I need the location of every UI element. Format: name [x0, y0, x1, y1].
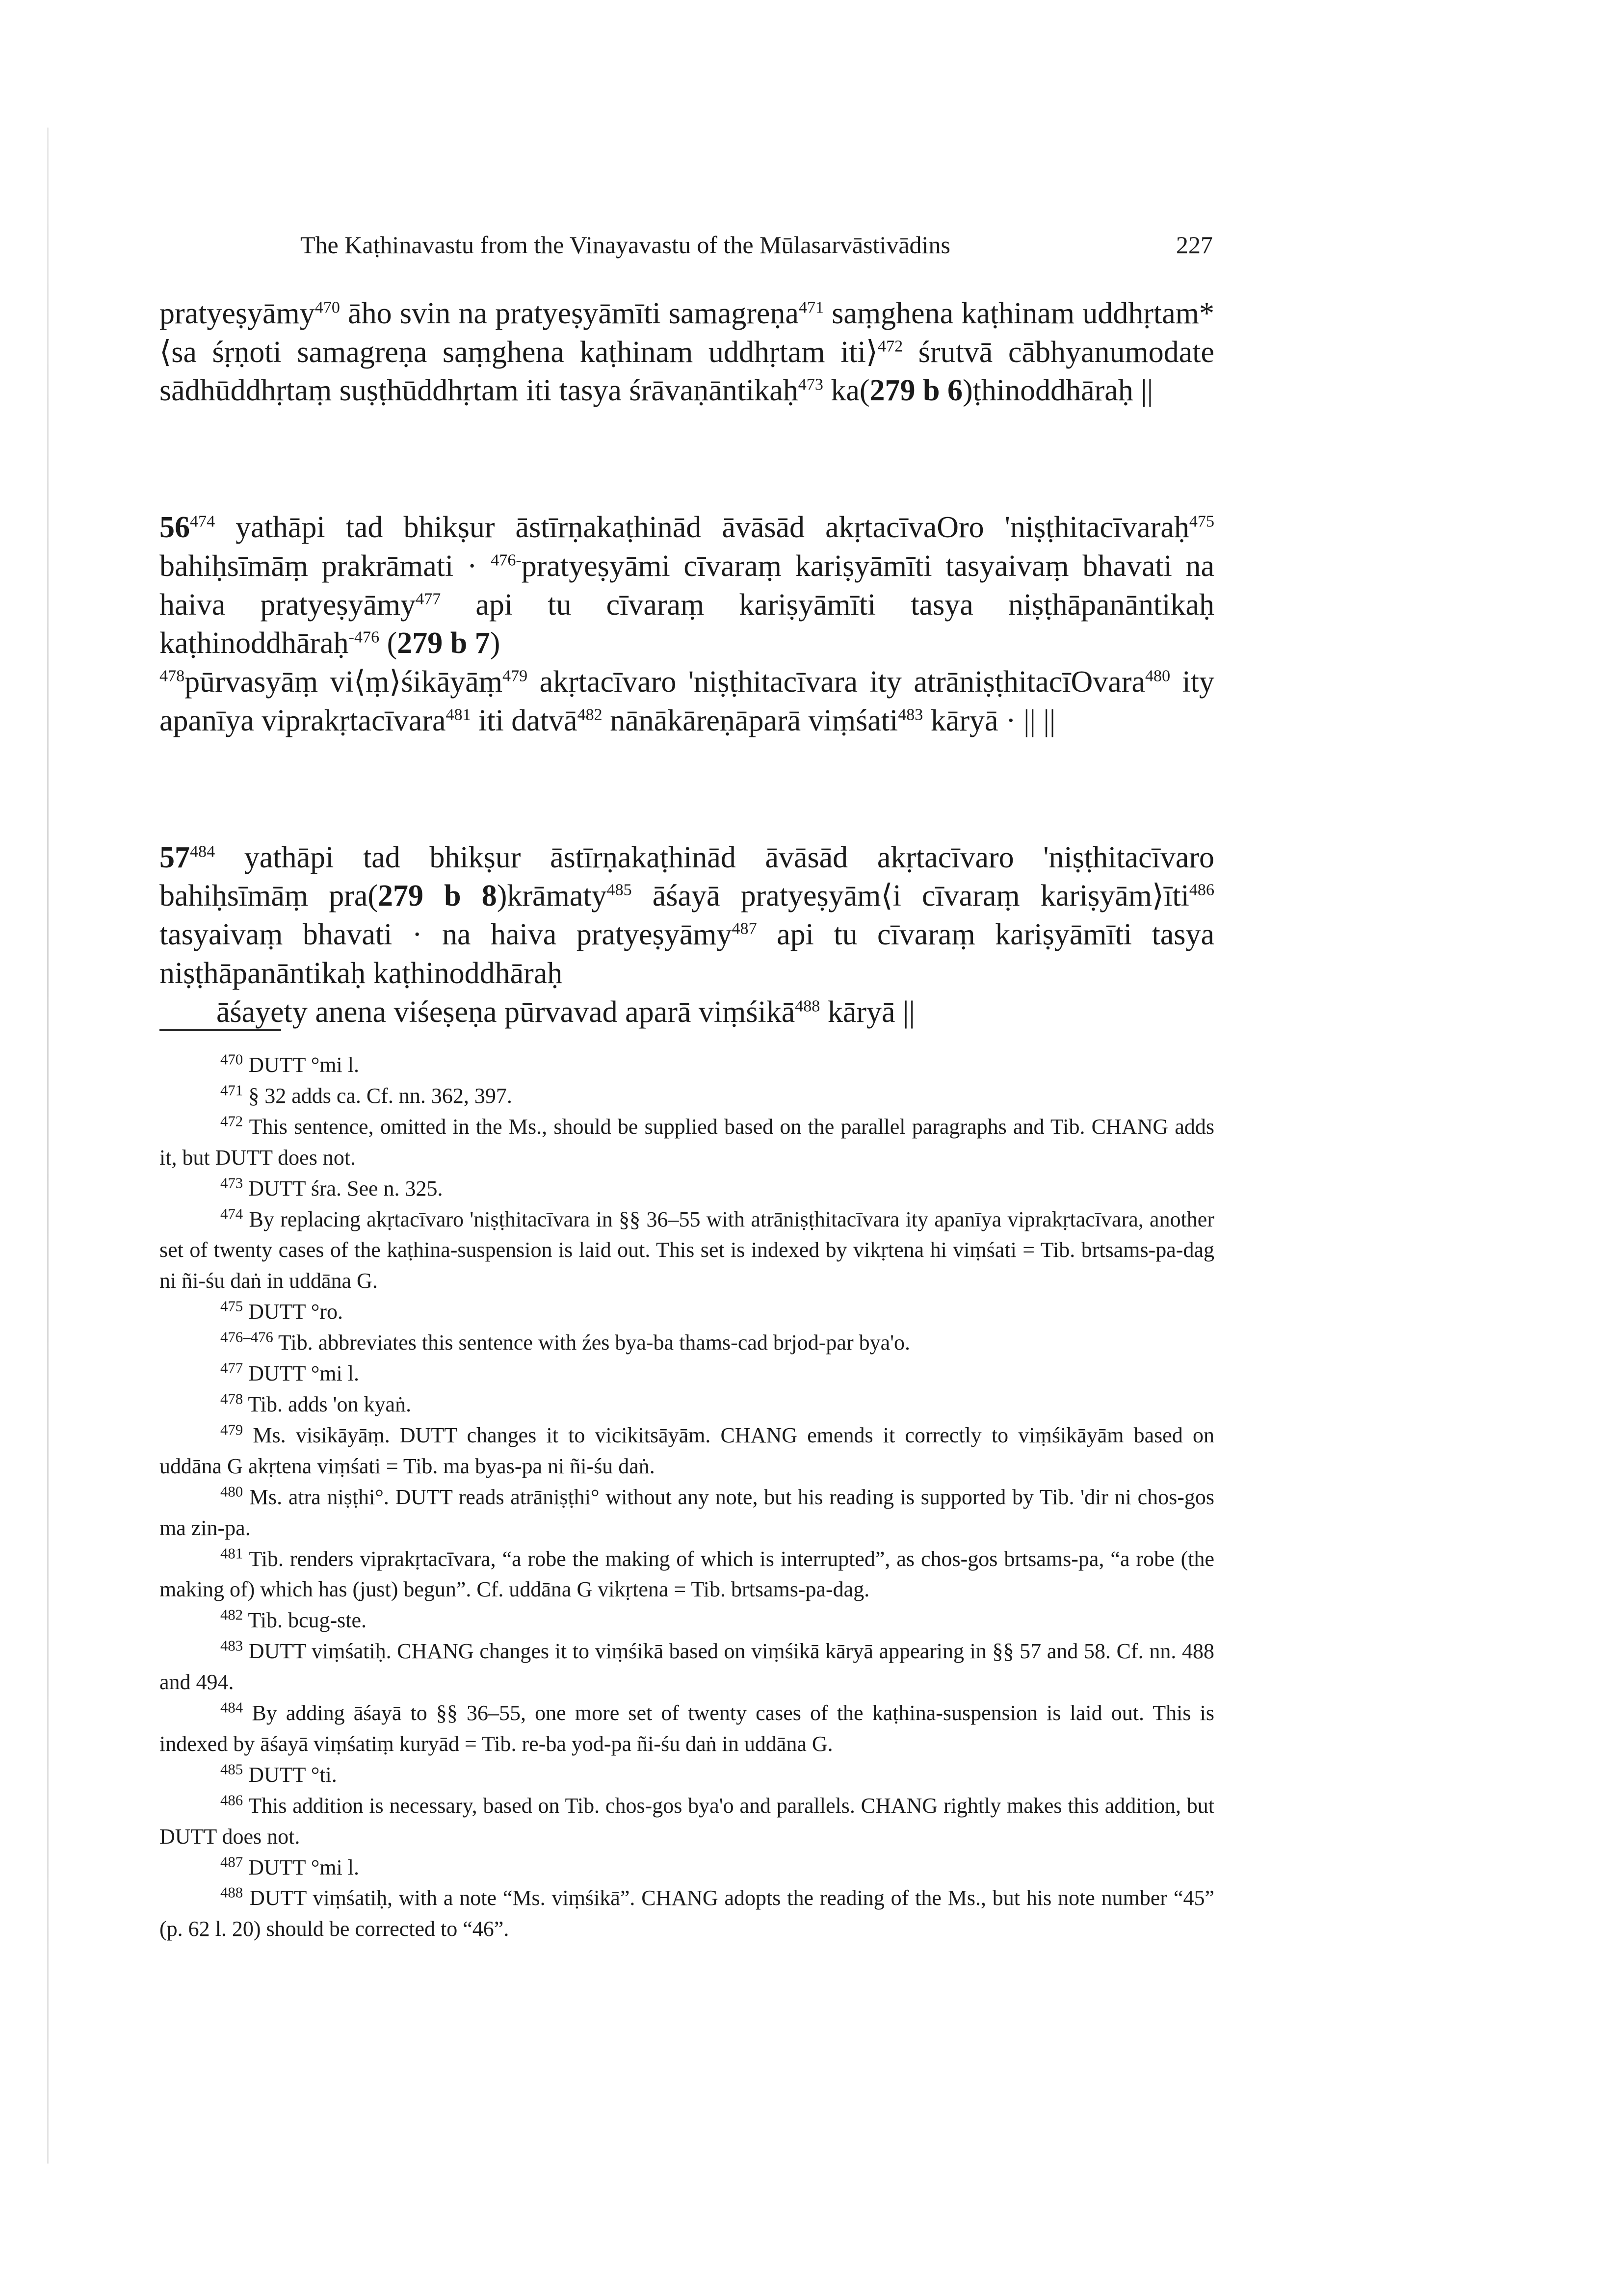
paragraph-57-continuation: āśayety anena viśeṣeṇa pūrvavad aparā viṃśikā$^{488}$ kāryā || [216, 995, 915, 1029]
folio-reference: 279 b 6 [869, 374, 963, 408]
footnote: $^{488}$ DUTT viṃśatiḥ, with a note “Ms. viṃśikā”. CHANG adopts the reading of the Ms., but his note number “45” (p. 62 l. 20) should be corrected to “46”. [159, 1884, 1214, 1941]
footnote: $^{473}$ DUTT śra. See n. 325. [220, 1174, 443, 1200]
footnote: $^{471}$ § 32 adds ca. Cf. nn. 362, 397. [220, 1082, 512, 1108]
section-number: 57 [159, 840, 190, 874]
main-text [159, 294, 1214, 1031]
footnote: $^{479}$ Ms. visikāyāṃ. DUTT changes it to vicikitsāyām. CHANG emends it correctly to viṃśikāyām based on uddāna G akṛtena viṃśati = Tib. ma byas-pa ni ñi-śu daṅ. [159, 1421, 1215, 1478]
footnote: $^{470}$ DUTT °mi l. [220, 1051, 359, 1077]
binding-gutter-shadow [47, 128, 49, 2164]
footnote: $^{484}$ By adding āśayā to §§ 36–55, one more set of twenty cases of the kaṭhina-suspension is laid out. This is indexed by āśayā viṃśatiṃ kuryād = Tib. re-ba yod-pa ñi-śu daṅ in uddāna G. [159, 1699, 1215, 1756]
footnote: $^{481}$ Tib. renders viprakṛtacīvara, “a robe the making of which is interrupted”, as chos-gos brtsams-pa, “a robe (the making of) which has (just) begun”. Cf. uddāna G vikṛtena = Tib. brtsams-pa-dag. [159, 1544, 1214, 1602]
footnote: $^{485}$ DUTT °ti. [220, 1761, 337, 1787]
paragraph-55-end: pratyeṣyāmy$^{470}$ āho svin na pratyeṣyāmīti samagreṇa$^{471}$ saṃghena kaṭhinam uddhṛtam* ⟨sa śṛṇoti samagreṇa saṃghena kaṭhinam uddhṛtam iti⟩$^{472}$ śrutvā cābhyanumodate sādhūddhṛtaṃ suṣṭhūddhṛtam iti tasya śrāvaṇāntikaḥ$^{473}$ ka(279 b 6)ṭhinoddhāraḥ || [159, 297, 1214, 408]
running-header [300, 231, 1213, 259]
footnote: $^{487}$ DUTT °mi l. [220, 1853, 359, 1879]
footnotes [159, 1050, 1214, 1945]
running-title: The Kaṭhinavastu from the Vinayavastu of the Mūlasarvāstivādins [300, 231, 950, 259]
section-number: 56 [159, 511, 190, 545]
footnote: $^{486}$ This addition is necessary, based on Tib. chos-gos bya'o and parallels. CHANG rightly makes this addition, but DUTT does not. [159, 1792, 1214, 1849]
folio-reference: 279 b 8 [378, 879, 497, 913]
footnote: $^{480}$ Ms. atra niṣṭhi°. DUTT reads atrāniṣṭhi° without any note, but his reading is supported by Tib. 'dir ni chos-gos ma zin-pa. [159, 1483, 1214, 1540]
footnote: $^{477}$ DUTT °mi l. [220, 1359, 359, 1386]
footnote: $^{478}$ Tib. adds 'on kyaṅ. [220, 1390, 412, 1416]
page-number: 227 [1176, 231, 1213, 259]
footnote: $^{483}$ DUTT viṃśatiḥ. CHANG changes it to viṃśikā based on viṃśikā kāryā appearing in §§ 57 and 58. Cf. nn. 488 and 494. [159, 1637, 1214, 1695]
paragraph-56: $56^{474}$ yathāpi tad bhikṣur āstīrṇakaṭhinād āvāsād akṛtacīvaOro 'niṣṭhitacīvaraḥ$^{475}$ bahiḥsīmāṃ prakrāmati · $^{476-}$pratyeṣyāmi cīvaraṃ kariṣyāmīti tasyaivaṃ bhavati na haiva pratyeṣyāmy$^{477}$ api tu cīvaraṃ kariṣyāmīti tasya niṣṭhāpanāntikaḥ kaṭhinoddhāraḥ$^{-476}$ (279 b 7) $^{478}$pūrvasyāṃ vi⟨ṃ⟩śikāyāṃ$^{479}$ akṛtacīvaro 'niṣṭhitacīvara ity atrāniṣṭhitacīOvara$^{480}$ ity apanīya viprakṛtacīvara$^{481}$ iti datvā$^{482}$ nānākāreṇāparā viṃśati$^{483}$ kāryā · || || [159, 511, 1215, 737]
footnote: $^{476-476}$ Tib. abbreviates this sentence with źes bya-ba thams-cad brjod-par bya'o. [220, 1329, 911, 1355]
paragraph-57: $57^{484}$ yathāpi tad bhikṣur āstīrṇakaṭhinād āvāsād akṛtacīvaro 'niṣṭhitacīvaro bahiḥsīmāṃ pra(279 b 8)krāmaty$^{485}$ āśayā pratyeṣyām⟨i cīvaraṃ kariṣyām⟩īti$^{486}$ tasyaivaṃ bhavati · na haiva pratyeṣyāmy$^{487}$ api tu cīvaraṃ kariṣyāmīti tasya niṣṭhāpanāntikaḥ kaṭhinoddhāraḥ [159, 840, 1215, 990]
footnote: $^{474}$ By replacing akṛtacīvaro 'niṣṭhitacīvara in §§ 36–55 with atrāniṣṭhitacīvara ity apanīya viprakṛtacīvara, another set of twenty cases of the kaṭhina-suspension is laid out. This set is indexed by vikṛtena hi viṃśati = Tib. brtsams-pa-dag ni ñi-śu daṅ in uddāna G. [159, 1205, 1214, 1293]
folio-reference: 279 b 7 [397, 626, 490, 660]
footnote: $^{475}$ DUTT °ro. [220, 1298, 343, 1324]
footnote: $^{482}$ Tib. bcug-ste. [220, 1606, 367, 1633]
footnote: $^{472}$ This sentence, omitted in the Ms., should be supplied based on the parallel paragraphs and Tib. CHANG adds it, but DUTT does not. [159, 1113, 1214, 1170]
footnote-separator [159, 1029, 281, 1031]
